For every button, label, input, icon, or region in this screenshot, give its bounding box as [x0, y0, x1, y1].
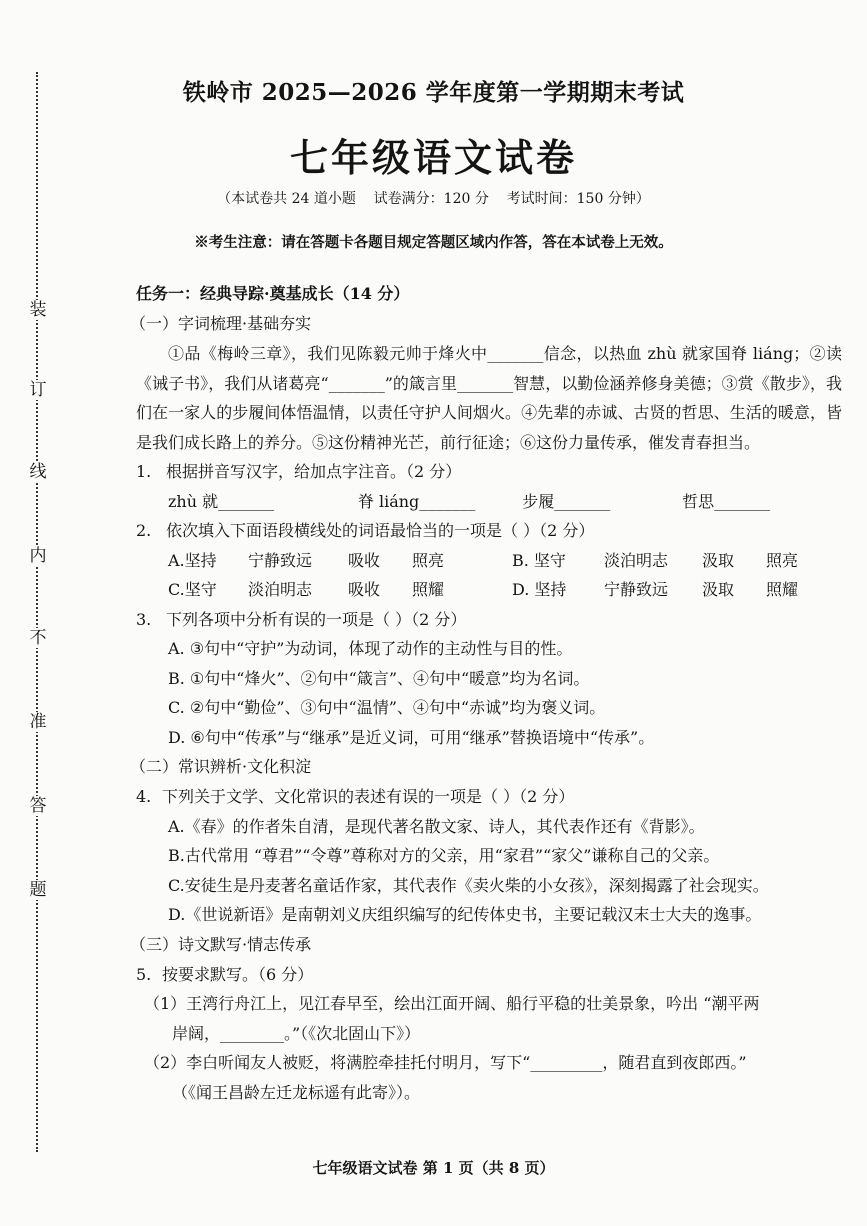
option-word: 吸收	[348, 580, 381, 599]
question-text: 按要求默写。（6 分）	[162, 964, 314, 984]
option-a: A. ③句中“守护”为动词，体现了动作的主动性与目的性。	[168, 639, 573, 658]
question-4	[136, 782, 842, 812]
option-word: 照耀	[766, 580, 799, 599]
binding-char: 线	[29, 462, 47, 482]
option-d: D.《世说新语》是南朝刘义庆组织编写的纪传体史书，主要记载汉末士大夫的逸事。	[168, 905, 762, 924]
blank-item: 步履_______	[522, 491, 611, 511]
binding-char: 订	[29, 380, 47, 400]
question-1-blanks	[136, 487, 842, 517]
option-c: C. ②句中“勤俭”、③句中“温情”、④句中“赤诚”均为褒义词。	[168, 698, 606, 717]
sub-question-2: （2）李白听闻友人被贬，将满腔牵挂托付明月，写下“_________，随君直到夜郎西。”	[144, 1053, 747, 1072]
question-number: 5.	[136, 964, 152, 984]
option-word: 照亮	[766, 550, 799, 570]
question-2-options-row	[136, 575, 842, 605]
blank-item: 哲思_______	[682, 491, 771, 511]
task-title: 任务一：经典导踪·奠基成长（14 分）	[136, 284, 410, 303]
section-title: （三）诗文默写·情志传承	[130, 934, 312, 954]
reading-passage: ①品《梅岭三章》，我们见陈毅元帅于烽火中_______信念，以热血 zhù 就家国脊 liáng；②读《诫子书》，我们从诸葛亮“_______”的箴言里_______智慧，以勤俭涵养修身美德；③赏《散步》，我们在一家人的步履间体悟温情，以责任守护人间烟火。④先辈的赤诚、古贤的哲思、生活的暖意，皆是我们成长路上的养分。⑤这份精神光芒，前行征途；⑥这份力量传承，催发青春担当。	[136, 344, 842, 452]
question-number: 3.	[136, 609, 152, 629]
paper-title: 七年级语文试卷	[289, 135, 577, 180]
blank-item: zhù 就_______	[168, 491, 275, 511]
binding-char: 答	[29, 796, 47, 816]
option-b: B.古代常用 “尊君”“令尊”尊称对方的父亲，用“家君”“家父”谦称自己的父亲。	[168, 846, 720, 865]
option-word: 吸收	[348, 550, 381, 570]
question-text: 下列各项中分析有误的一项是（ ）（2 分）	[166, 609, 467, 629]
question-number: 1.	[136, 462, 152, 481]
option-word: 宁静致远	[248, 550, 313, 570]
option-word: 照亮	[412, 550, 445, 570]
page-footer: 七年级语文试卷 第 1 页（共 8 页）	[312, 1159, 555, 1177]
binding-char: 题	[29, 880, 47, 900]
option-d: D. 坚持	[512, 580, 567, 599]
exam-content	[130, 279, 842, 1107]
option-c: C.安徒生是丹麦著名童话作家，其代表作《卖火柴的小女孩》，深刻揭露了社会现实。	[168, 875, 769, 895]
question-text: 依次填入下面语段横线处的词语最恰当的一项是（ ）（2 分）	[166, 521, 595, 540]
question-text: 下列关于文学、文化常识的表述有误的一项是（ ）（2 分）	[162, 787, 575, 806]
option-word: 淡泊明志	[604, 550, 669, 570]
option-c: C.坚守	[168, 580, 217, 599]
option-b: B. ①句中“烽火”、②句中“箴言”、④句中“暖意”均为名词。	[168, 668, 590, 688]
section-title: （一）字词梳理·基础夯实	[130, 314, 312, 333]
option-word: 汲取	[702, 580, 735, 599]
option-d: D. ⑥句中“传承”与“继承”是近义词，可用“继承”替换语境中“传承”。	[168, 727, 655, 747]
option-b: B. 坚守	[512, 550, 566, 570]
binding-char: 内	[29, 546, 47, 566]
option-a: A.坚持	[168, 550, 217, 570]
question-number: 4.	[136, 787, 152, 806]
sub-question-1: （1）王湾行舟江上，见江春早至，绘出江面开阔、船行平稳的壮美景象，吟出 “潮平两	[144, 994, 760, 1013]
question-number: 2.	[136, 521, 152, 540]
exam-info: （本试卷共 24 道小题 试卷满分：120 分 考试时间：150 分钟）	[217, 191, 650, 207]
sub-question-2-cont: （《闻王昌龄左迁龙标遥有此寄》）。	[172, 1082, 421, 1102]
exam-notice: ※考生注意：请在答题卡各题目规定答题区域内作答，答在本试卷上无效。	[194, 234, 673, 251]
binding-char: 准	[29, 712, 47, 732]
option-word: 宁静致远	[604, 580, 669, 599]
question-2	[136, 516, 842, 546]
question-3	[136, 605, 842, 635]
blank-item: 脊 liáng_______	[357, 491, 476, 511]
binding-char: 装	[29, 300, 47, 320]
sub-question-1-cont: 岸阔，________。”（《次北固山下》）	[172, 1023, 421, 1043]
question-text: 根据拼音写汉字，给加点字注音。（2 分）	[166, 462, 462, 481]
option-word: 照耀	[412, 580, 445, 599]
option-word: 汲取	[702, 550, 735, 570]
exam-title: 铁岭市 2025—2026 学年度第一学期期末考试	[182, 79, 685, 106]
option-a: A.《春》的作者朱自清，是现代著名散文家、诗人，其代表作还有《背影》。	[168, 816, 705, 836]
binding-char: 不	[29, 628, 47, 648]
question-5	[136, 960, 842, 990]
question-1	[136, 457, 842, 487]
question-2-options-row	[136, 546, 842, 576]
option-word: 淡泊明志	[248, 580, 313, 599]
section-title: （二）常识辨析·文化积淀	[130, 757, 312, 776]
